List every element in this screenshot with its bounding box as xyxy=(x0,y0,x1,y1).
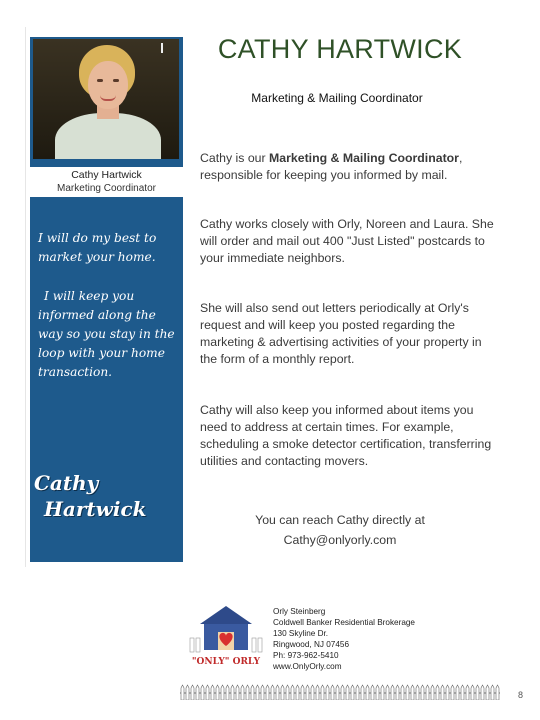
office-info-line: Ringwood, NJ 07456 xyxy=(273,640,350,649)
office-info-line: 130 Skyline Dr. xyxy=(273,629,329,638)
page-subtitle: Marketing & Mailing Coordinator xyxy=(251,91,423,105)
only-orly-logo xyxy=(184,600,268,672)
photo-caption-name: Cathy Hartwick xyxy=(30,167,183,183)
office-info-line[interactable]: www.OnlyOrly.com xyxy=(273,662,342,671)
sidebar-quote-informed: I will keep you informed along the way so you stay in the loop with your home transaction. xyxy=(38,289,175,379)
paragraph-items: Cathy will also keep you informed about items you need to address at certain times. For example, scheduling a smoke detector certification, transferring utilities and contacting movers. xyxy=(200,403,492,468)
logo-text: "ONLY" ORLY xyxy=(191,657,261,667)
paragraph-letters: She will also send out letters periodically at Orly's request and will keep you posted regarding the marketing & advertising activities of your property in the form of a monthly report. xyxy=(200,301,482,366)
paragraph-postcards: Cathy works closely with Orly, Noreen and Laura. She will order and mail out 400 "Just Listed" postcards to your immediate neighbors. xyxy=(200,217,494,265)
office-info xyxy=(273,606,415,672)
office-info-line: Orly Steinberg xyxy=(273,607,326,616)
page-title: CATHY HARTWICK xyxy=(217,34,463,64)
sidebar-quote-market: I will do my best to market your home. xyxy=(38,231,157,264)
contact-line: You can reach Cathy directly at xyxy=(255,513,425,527)
signature-first-name: Cathy xyxy=(34,471,99,495)
contact-block xyxy=(200,510,480,550)
picket-fence-divider xyxy=(180,684,500,700)
paragraph-role: Cathy is our Marketing & Mailing Coordinator, responsible for keeping you informed by mail. xyxy=(200,151,463,182)
sidebar-panel xyxy=(30,37,183,562)
office-info-line: Coldwell Banker Residential Brokerage xyxy=(273,618,415,627)
profile-photo xyxy=(33,39,179,159)
office-info-line: Ph: 973-962-5410 xyxy=(273,651,339,660)
photo-caption-role: Marketing Coordinator xyxy=(30,183,183,197)
sidebar-signature xyxy=(34,470,180,522)
page-number: 8 xyxy=(518,690,524,700)
signature-last-name: Hartwick xyxy=(44,497,147,521)
contact-email[interactable]: Cathy@onlyorly.com xyxy=(283,533,397,547)
